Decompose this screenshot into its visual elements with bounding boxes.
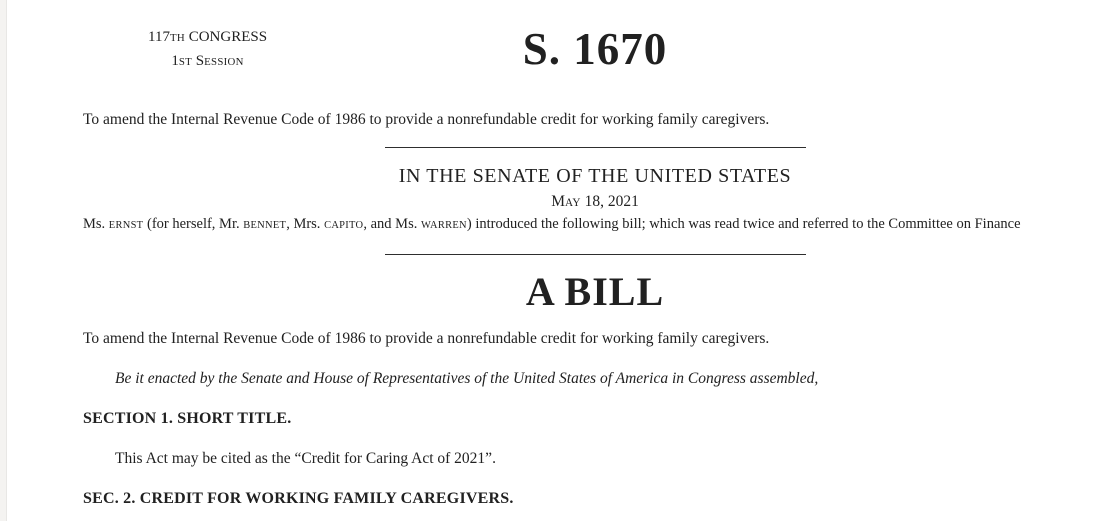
congress-line: 117TH CONGRESS <box>148 29 268 45</box>
bill-document <box>7 0 1117 521</box>
session-line: 1ST SESSION <box>171 53 244 69</box>
enacting-clause: Be it enacted by the Senate and House of Representatives of the United States of America in Congress assembled, <box>115 370 819 387</box>
congress-session-block <box>148 26 267 74</box>
bill-heading: A BILL <box>525 269 665 314</box>
horizontal-rule-bottom <box>385 254 806 255</box>
bill-title: To amend the Internal Revenue Code of 1986 to provide a nonrefundable credit for working family caregivers. <box>83 330 770 347</box>
sponsor-line: Ms. ERNST (for herself, Mr. BENNET, Mrs. CAPITO, and Ms. WARREN) introduced the following bill; which was read twice and referred to the Committee on Finance <box>83 216 1021 232</box>
bill-number: S. 1670 <box>522 24 668 74</box>
introduction-date: MAY 18, 2021 <box>551 193 639 210</box>
document-header <box>83 24 1107 110</box>
section-1-heading: SECTION 1. SHORT TITLE. <box>83 410 292 427</box>
horizontal-rule-top <box>385 147 806 148</box>
preamble-text: To amend the Internal Revenue Code of 1986 to provide a nonrefundable credit for working family caregivers. <box>83 111 770 128</box>
section-1-text: This Act may be cited as the “Credit for Caring Act of 2021”. <box>115 450 496 467</box>
section-2-heading: SEC. 2. CREDIT FOR WORKING FAMILY CAREGIVERS. <box>83 490 514 507</box>
page-gutter <box>0 0 7 521</box>
senate-heading: IN THE SENATE OF THE UNITED STATES <box>398 165 792 187</box>
